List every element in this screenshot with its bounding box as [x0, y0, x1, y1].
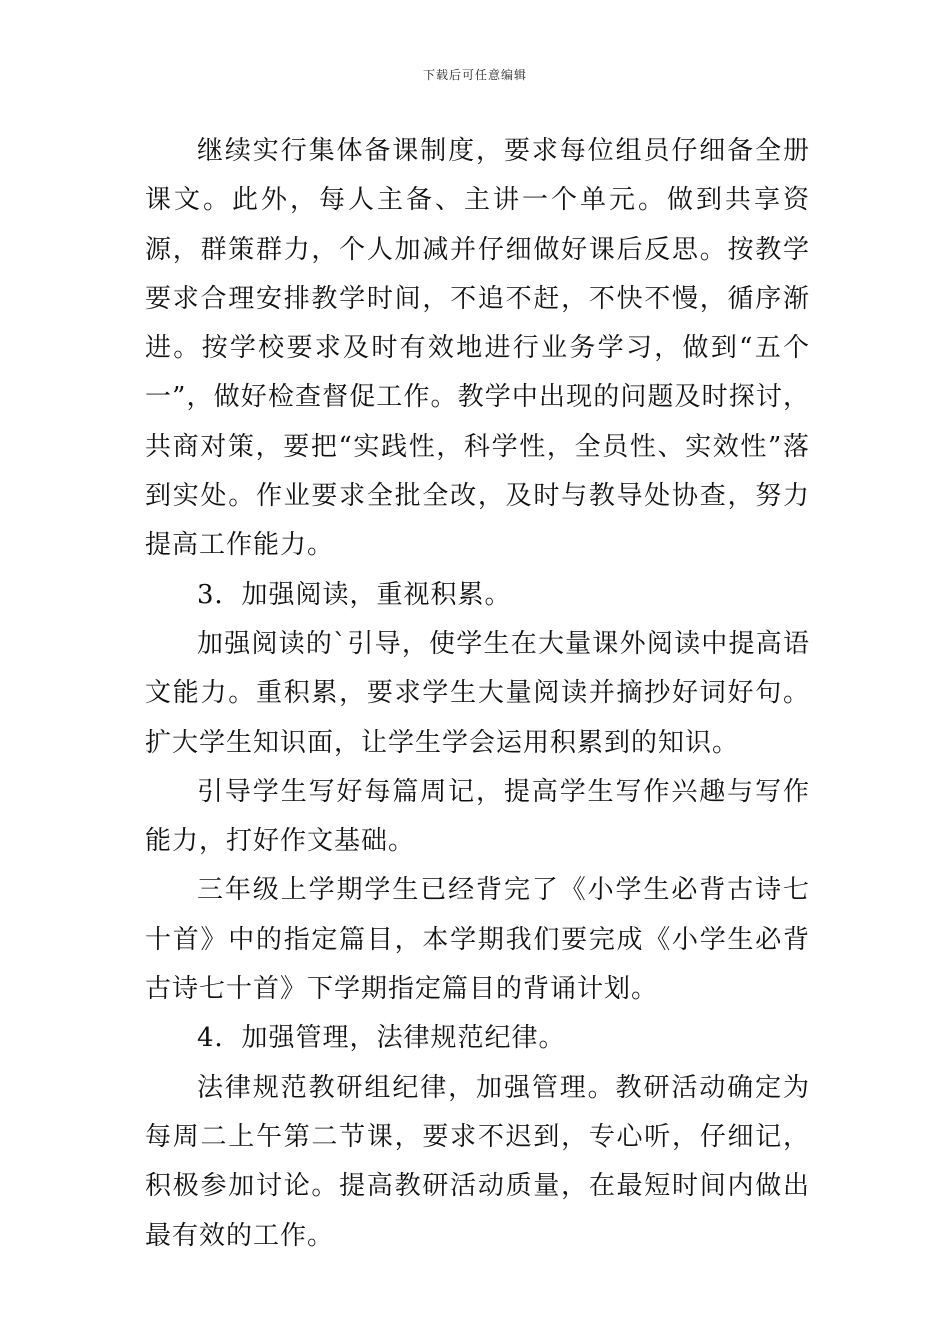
paragraph-reading-guidance: 加强阅读的`引导，使学生在大量课外阅读中提高语文能力。重积累，要求学生大量阅读并摘抄好词好句。扩大学生知识面，让学生学会运用积累到的知识。 [145, 628, 810, 758]
paragraph-research-discipline: 法律规范教研组纪律，加强管理。教研活动确定为每周二上午第二节课，要求不迟到，专心听，仔细记，积极参加讨论。提高教研活动质量，在最短时间内做出最有效的工作。 [145, 1072, 810, 1251]
document-body [145, 127, 810, 1261]
section-heading-reading: 3．加强阅读，重视积累。 [197, 579, 512, 610]
paragraph-weekly-journal: 引导学生写好每篇周记，提高学生写作兴趣与写作能力，打好作文基础。 [145, 776, 810, 857]
paragraph-collective-lesson-prep: 继续实行集体备课制度，要求每位组员仔细备全册课文。此外，每人主备、主讲一个单元。做到共享资源，群策群力，个人加减并仔细做好课后反思。按教学要求合理安排教学时间，不追不赶，不快不慢，循序渐进。按学校要求及时有效地进行业务学习，做到“五个一”，做好检查督促工作。教学中出现的问题及时探讨，共商对策，要把“实践性，科学性，全员性、实效性”落到实处。作业要求全批全改，及时与教导处协查，努力提高工作能力。 [145, 136, 810, 561]
section-heading-management: 4．加强管理，法律规范纪律。 [197, 1023, 566, 1054]
paragraph-ancient-poems: 三年级上学期学生已经背完了《小学生必背古诗七十首》中的指定篇目，本学期我们要完成《小学生必背古诗七十首》下学期指定篇目的背诵计划。 [145, 875, 810, 1005]
page-header-note: 下载后可任意编辑 [422, 68, 527, 82]
